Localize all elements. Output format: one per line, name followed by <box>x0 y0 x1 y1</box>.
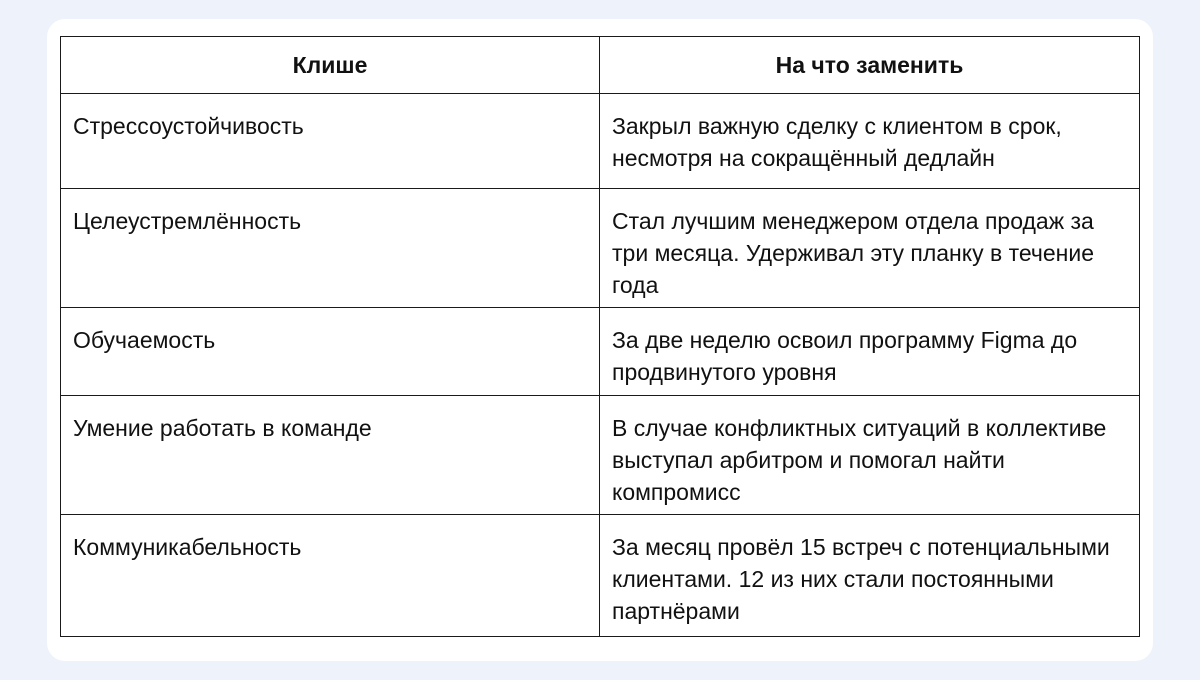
table-row <box>61 308 1140 396</box>
table-row <box>61 189 1140 308</box>
replacement-cell: В случае конфликтных ситуаций в коллективе выступал арбитром и помогал найти компромисс <box>600 396 1140 515</box>
table-header-row <box>61 37 1140 94</box>
table-row <box>61 396 1140 515</box>
replacement-cell: Закрыл важную сделку с клиентом в срок, несмотря на сокращённый дедлайн <box>600 94 1140 189</box>
cliche-cell: Обучаемость <box>61 308 600 396</box>
table-row <box>61 515 1140 637</box>
replacement-cell: За месяц провёл 15 встреч с потенциальными клиентами. 12 из них стали постоянными партнёрами <box>600 515 1140 637</box>
replacement-cell: Стал лучшим менеджером отдела продаж за три месяца. Удерживал эту планку в течение года <box>600 189 1140 308</box>
cliche-cell: Коммуникабельность <box>61 515 600 637</box>
replacement-cell: За две неделю освоил программу Figma до продвинутого уровня <box>600 308 1140 396</box>
cliche-cell: Стрессоустойчивость <box>61 94 600 189</box>
header-replacement: На что заменить <box>600 37 1140 94</box>
cliche-cell: Целеустремлённость <box>61 189 600 308</box>
cliche-replacement-table <box>60 36 1140 637</box>
table-row <box>61 94 1140 189</box>
header-cliche: Клише <box>61 37 600 94</box>
cliche-cell: Умение работать в команде <box>61 396 600 515</box>
